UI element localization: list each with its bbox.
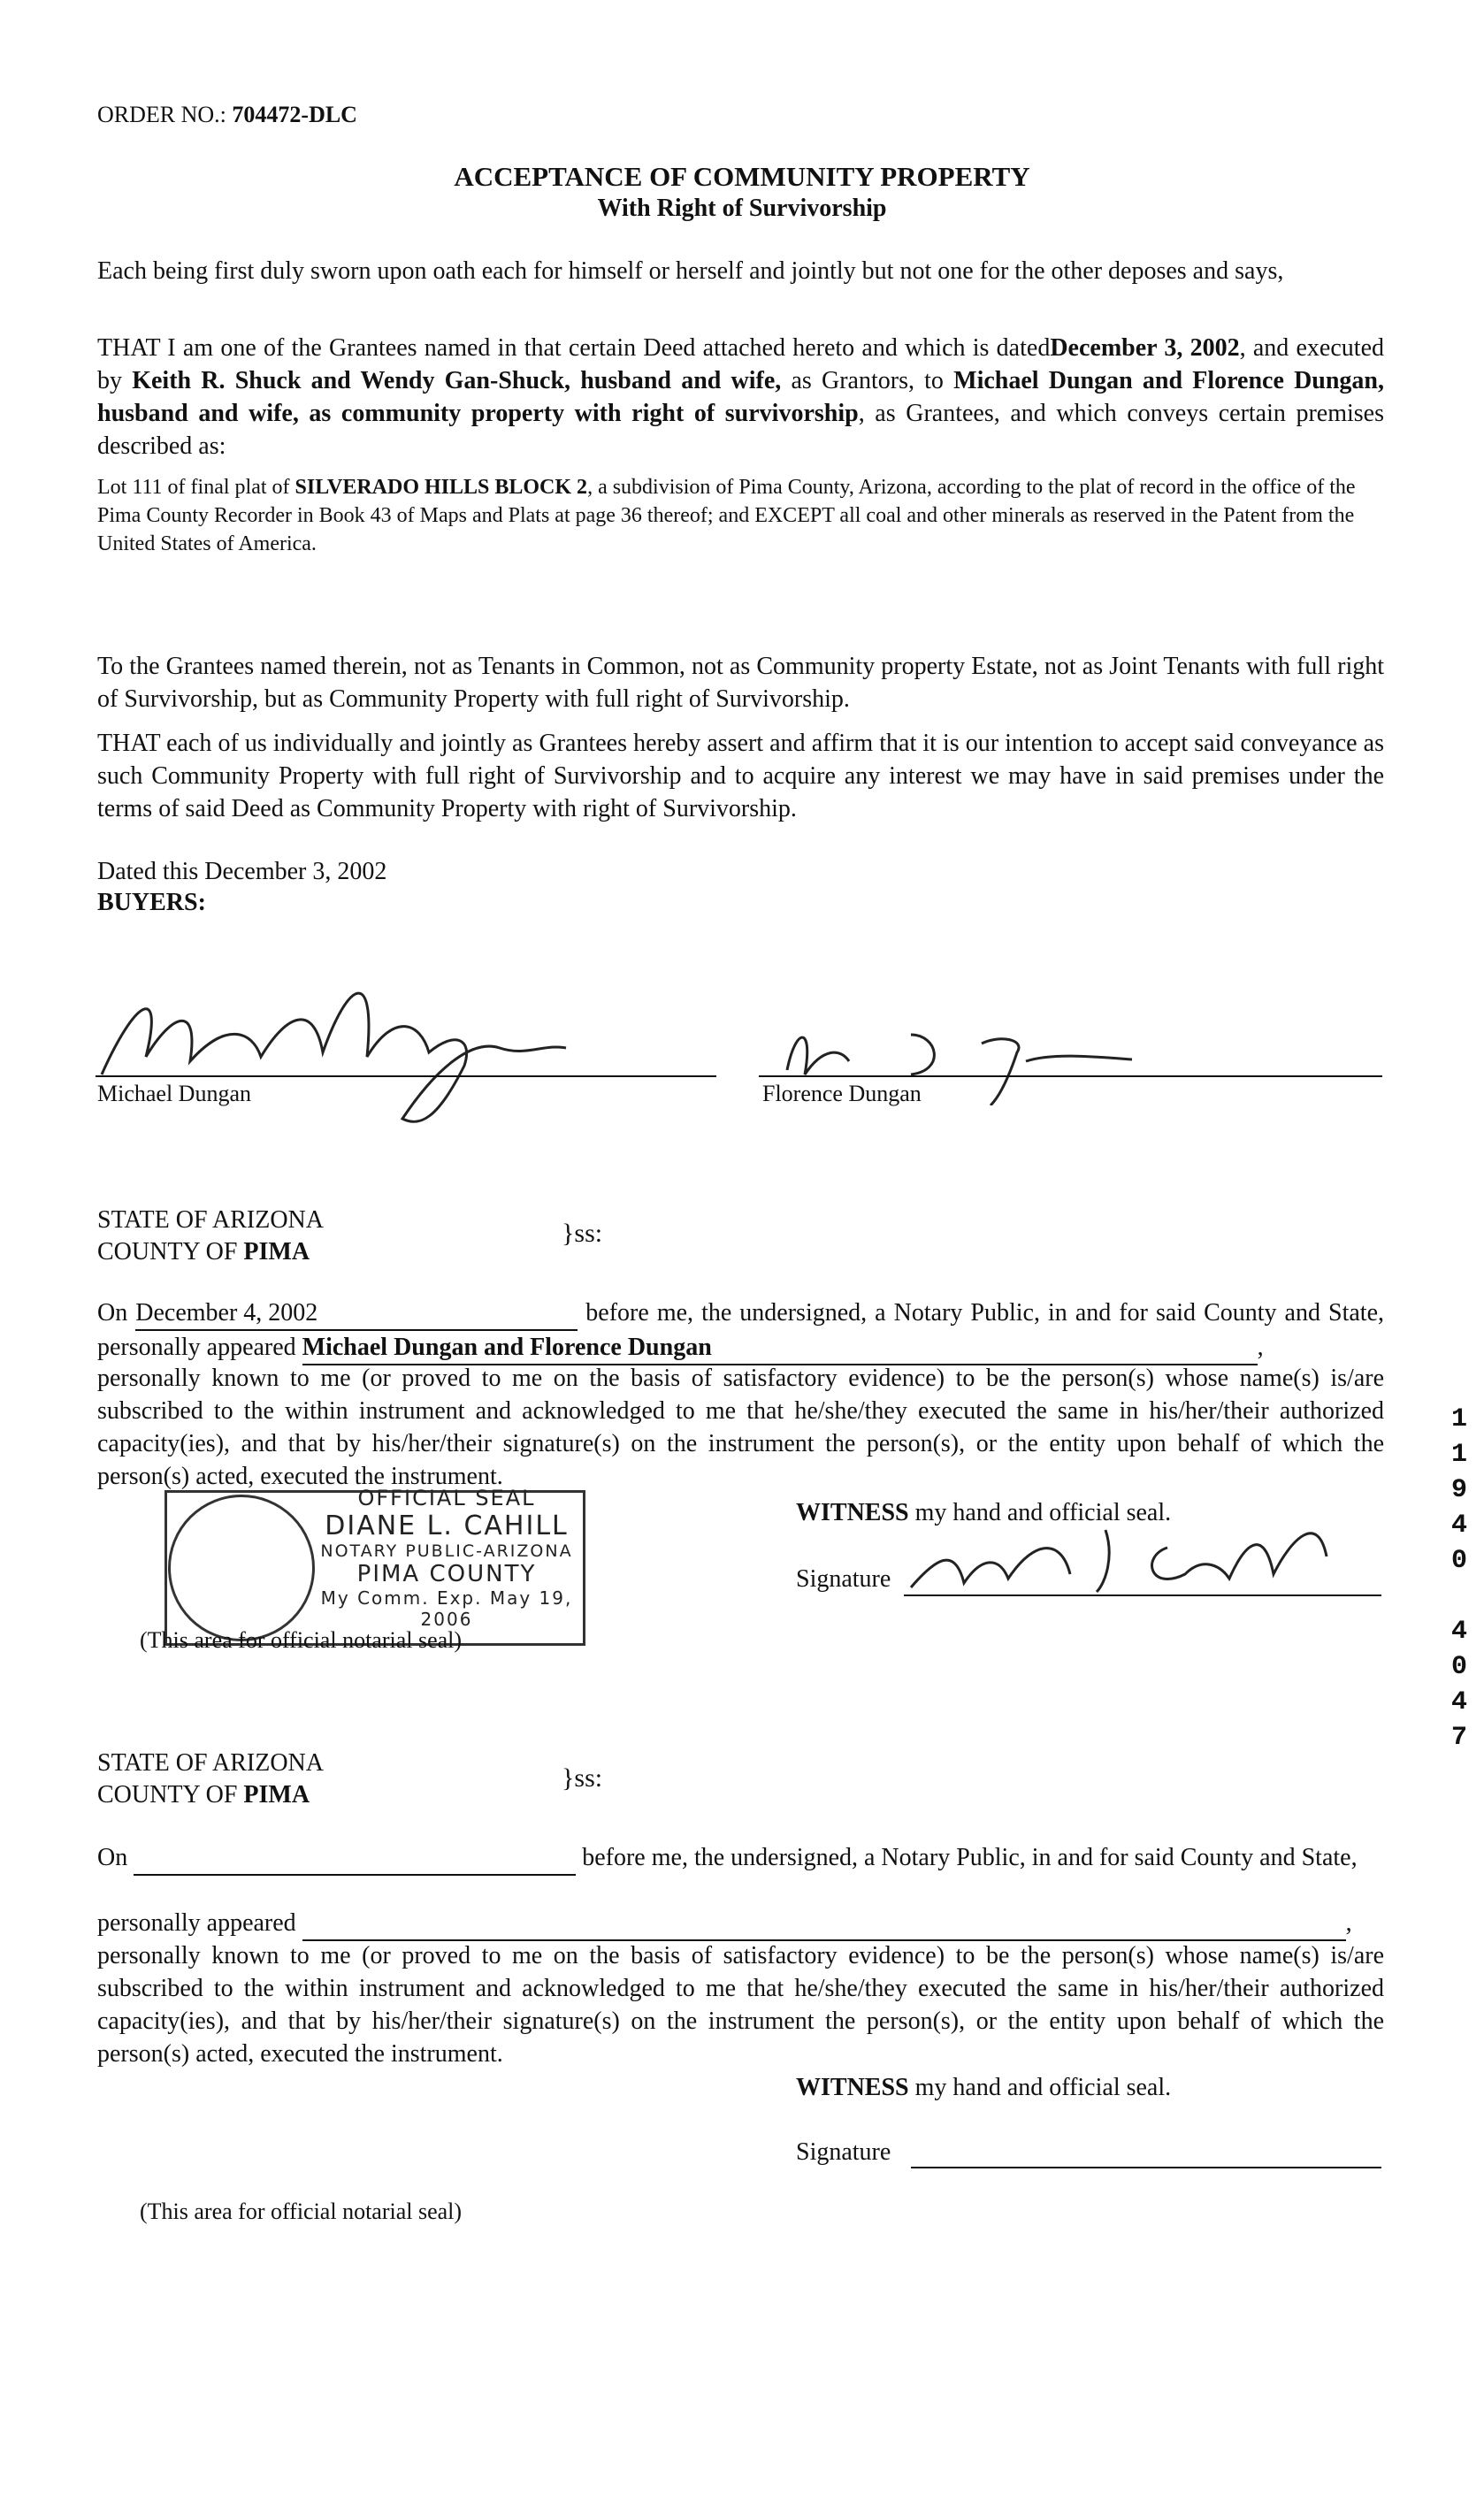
affirmation-paragraph: THAT each of us individually and jointly as Grantees hereby assert and affirm that it is our intention to accept said conveyance as such Community Property with full right of Survivorship and to acquire any interest we may have in said premises under the terms of said Deed as Community Property with right of Survivorship. xyxy=(97,730,1384,822)
recording-number xyxy=(1442,1402,1477,1755)
recording-digit: 9 xyxy=(1450,1475,1467,1505)
notary2-venue xyxy=(97,1747,324,1811)
notary1-text: before me, the undersigned, a Notary Public, in and for said County and State, personally appeared xyxy=(97,1299,1385,1361)
notary2-county xyxy=(97,1779,324,1811)
document-title: ACCEPTANCE OF COMMUNITY PROPERTY xyxy=(454,161,1030,192)
recording-digit: 4 xyxy=(1450,1617,1467,1647)
grantees: Michael Dungan and Florence Dungan, husband and wife, as community property with right of survivorship xyxy=(97,367,1385,427)
notary2-witness xyxy=(796,2074,1171,2102)
signature-line-florence xyxy=(759,1075,1382,1077)
recording-digit xyxy=(1442,1579,1477,1614)
notary2-county-label: COUNTY OF xyxy=(97,1781,244,1809)
notary2-date-blank xyxy=(134,1841,576,1876)
seal-line-5: My Comm. Exp. May 19, 2006 xyxy=(320,1587,573,1630)
seal-line-4: PIMA COUNTY xyxy=(356,1561,537,1587)
legal-description xyxy=(97,473,1384,558)
recording-digit: 0 xyxy=(1450,1546,1467,1576)
notary1-county xyxy=(97,1236,324,1268)
oath-paragraph: Each being first duly sworn upon oath each for himself or herself and jointly but not one for the other deposes and says, xyxy=(97,257,1284,285)
seal-line-1: OFFICIAL SEAL xyxy=(357,1486,536,1510)
subdivision-name: SILVERADO HILLS BLOCK 2 xyxy=(295,476,588,499)
notary2-county-name: PIMA xyxy=(243,1781,310,1809)
grantee-paragraph xyxy=(97,332,1384,463)
notary1-state: STATE OF ARIZONA xyxy=(97,1206,324,1234)
grantee-text-3: as Grantors, to xyxy=(781,367,954,394)
dated-line: Dated this December 3, 2002 xyxy=(97,858,387,885)
recording-digit: 1 xyxy=(1450,1404,1467,1434)
notary1-seal-caption: (This area for official notarial seal) xyxy=(140,1627,463,1653)
notary2-ss xyxy=(562,1749,602,1803)
notary1-signature-stroke xyxy=(911,1530,1327,1592)
notary1-on: On xyxy=(97,1299,128,1327)
recording-digit: 4 xyxy=(1450,1687,1467,1717)
notary2-ack-line xyxy=(97,1841,1384,1876)
deed-date: December 3, 2002 xyxy=(1050,334,1240,362)
tenancy-paragraph: To the Grantees named therein, not as Tenants in Common, not as Community property Estate, not as Joint Tenants with full right of Survivorship, but as Community Property with full right of Survivorship. xyxy=(97,653,1384,713)
notary2-text: before me, the undersigned, a Notary Public, in and for said County and State, xyxy=(582,1844,1358,1871)
notary1-venue xyxy=(97,1204,324,1268)
notary2-appeared-label: personally appeared xyxy=(97,1909,296,1937)
notary1-body: personally known to me (or proved to me on the basis of satisfactory evidence) to be the person(s) whose name(s) is/are subscribed to the within instrument and acknowledged to me that he/she/they executed the same in his/her/their authorized capacity(ies), and that by his/her/their signature(s) on the instrument the person(s), or the entity upon behalf of which the person(s) acted, executed the instrument. xyxy=(97,1365,1384,1490)
grantors: Keith R. Shuck and Wendy Gan-Shuck, husband and wife, xyxy=(132,367,782,394)
notary2-state: STATE OF ARIZONA xyxy=(97,1749,324,1777)
order-no-value: 704472-DLC xyxy=(232,102,357,127)
notary1-ss-text: }ss: xyxy=(562,1219,603,1249)
notary1-county-label: COUNTY OF xyxy=(97,1238,244,1266)
notary2-seal-caption: (This area for official notarial seal) xyxy=(140,2199,463,2224)
signature-michael xyxy=(84,960,650,1136)
notary1-appeared: Michael Dungan and Florence Dungan xyxy=(302,1331,1258,1365)
notary1-county-name: PIMA xyxy=(243,1238,310,1266)
notary2-on: On xyxy=(97,1844,128,1871)
notary2-appeared-line: personally appeared , xyxy=(97,1907,1384,1941)
seal-emblem-icon xyxy=(168,1495,315,1641)
notary2-signature-label: Signature xyxy=(796,2138,891,2166)
order-number xyxy=(97,102,357,128)
legal-text-1: Lot 111 of final plat of xyxy=(97,476,295,499)
notary2-witness-rest: my hand and official seal. xyxy=(908,2074,1172,2101)
notary1-witness-bold: WITNESS xyxy=(796,1499,909,1526)
grantee-text-1: THAT I am one of the Grantees named in that certain Deed attached hereto and which is dated xyxy=(97,334,1051,362)
recording-digit: 0 xyxy=(1450,1652,1467,1682)
signer-florence-name: Florence Dungan xyxy=(762,1081,922,1106)
seal-line-2: DIANE L. CAHILL xyxy=(325,1510,569,1541)
grantee-text-2: , and executed by xyxy=(97,334,1384,394)
signature-line-michael xyxy=(96,1075,716,1077)
recording-digit: 4 xyxy=(1450,1510,1467,1541)
notary1-date: December 4, 2002 xyxy=(135,1296,578,1331)
notary1-signature xyxy=(902,1503,1362,1601)
notary1-signature-label: Signature xyxy=(796,1565,891,1593)
document-subtitle: With Right of Survivorship xyxy=(597,195,887,222)
notary2-appeared-blank xyxy=(302,1907,1346,1941)
legal-text-2: , a subdivision of Pima County, Arizona, according to the plat of record in the office of the Pima County Recorder in Book 43 of Maps and Plats at page 36 thereof; and EXCEPT all coal and other minerals as reserved in the Patent from the United States of America. xyxy=(97,476,1356,555)
notary1-ack-line: On December 4, 2002 before me, the undersigned, a Notary Public, in and for said County and State, personally appeared Michael Dungan and Florence Dungan , xyxy=(97,1296,1384,1365)
signer-michael-name: Michael Dungan xyxy=(97,1081,252,1106)
notary2-signature-line xyxy=(911,2167,1381,2168)
buyers-label: BUYERS: xyxy=(97,889,206,916)
notary1-witness-rest: my hand and official seal. xyxy=(908,1499,1172,1526)
notary2-witness-bold: WITNESS xyxy=(796,2074,909,2101)
notary2-ss-text: }ss: xyxy=(562,1763,603,1793)
recording-digit: 1 xyxy=(1450,1440,1467,1470)
recording-digit: 7 xyxy=(1450,1723,1467,1753)
order-no-label: ORDER NO.: xyxy=(97,102,226,127)
notary1-ss xyxy=(562,1204,602,1258)
seal-text xyxy=(314,1486,579,1630)
notary2-body: personally known to me (or proved to me on the basis of satisfactory evidence) to be the person(s) whose name(s) is/are subscribed to the within instrument and acknowledged to me that he/she/they executed the same in his/her/their authorized capacity(ies), and that by his/her/their signature(s) on the instrument the person(s), or the entity upon behalf of which the person(s) acted, executed the instrument. xyxy=(97,1942,1384,2068)
grantee-text-4: , as Grantees, and which conveys certain premises described as: xyxy=(97,400,1385,460)
seal-line-3: NOTARY PUBLIC-ARIZONA xyxy=(320,1541,573,1561)
